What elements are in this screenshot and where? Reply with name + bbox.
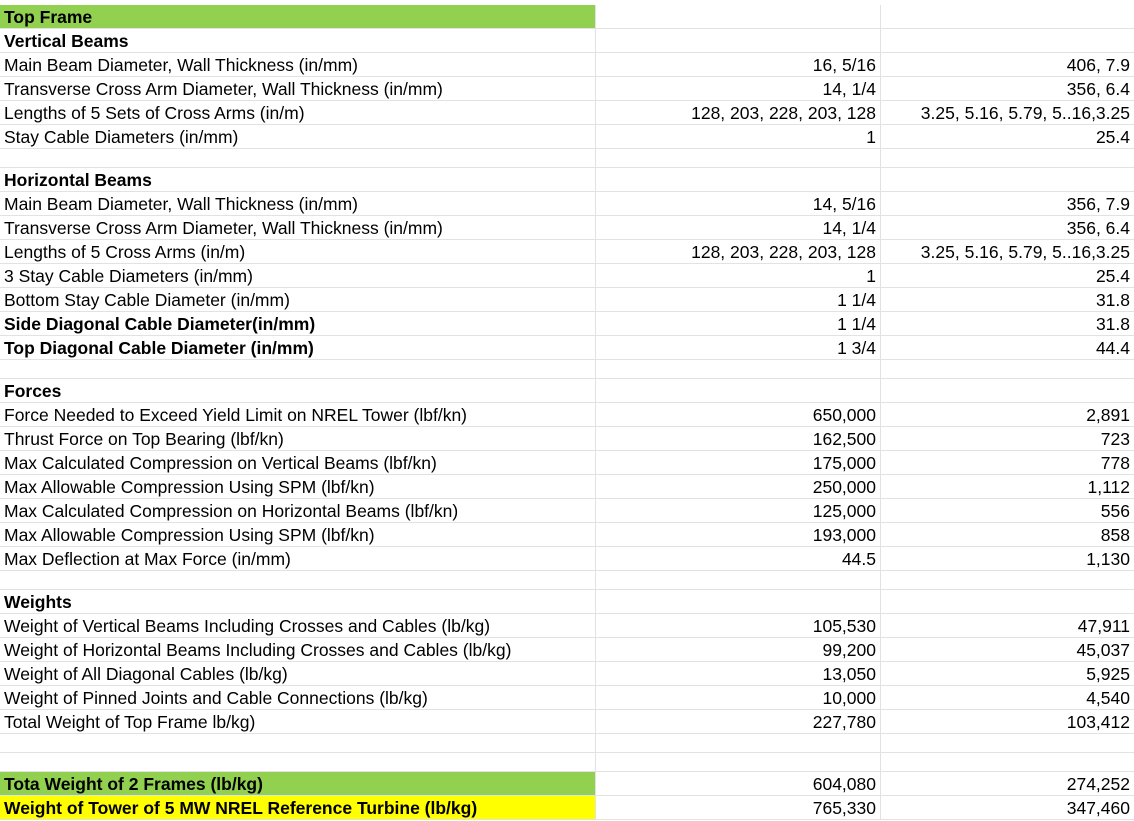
row-label[interactable]: Transverse Cross Arm Diameter, Wall Thickness (in/mm) <box>0 77 596 100</box>
table-row[interactable] <box>0 101 1134 125</box>
imperial-value[interactable]: 99,200 <box>596 638 881 661</box>
metric-value[interactable]: 45,037 <box>1076 640 1130 660</box>
metric-value[interactable]: 25.4 <box>1095 266 1130 286</box>
imperial-value[interactable]: 250,000 <box>596 475 881 498</box>
table-row[interactable] <box>0 475 1134 499</box>
metric-value[interactable]: 1,130 <box>1086 549 1130 569</box>
row-label[interactable]: Weight of Vertical Beams Including Crosses and Cables (lb/kg) <box>0 614 596 637</box>
cell-empty[interactable] <box>881 734 1134 752</box>
table-row[interactable] <box>0 240 1134 264</box>
imperial-value[interactable]: 193,000 <box>596 523 881 546</box>
table-row[interactable] <box>0 312 1134 336</box>
row-label[interactable]: Max Allowable Compression Using SPM (lbf/kn) <box>0 523 596 546</box>
row-label[interactable]: Transverse Cross Arm Diameter, Wall Thickness (in/mm) <box>0 216 596 239</box>
row-label[interactable]: Main Beam Diameter, Wall Thickness (in/mm) <box>0 53 596 76</box>
table-row[interactable] <box>0 77 1134 101</box>
table-row[interactable] <box>0 547 1134 571</box>
imperial-value[interactable]: 650,000 <box>596 403 881 426</box>
row-label[interactable]: Top Diagonal Cable Diameter (in/mm) <box>0 336 596 359</box>
metric-value[interactable]: 347,460 <box>1066 798 1130 818</box>
row-label[interactable]: Max Calculated Compression on Vertical Beams (lbf/kn) <box>0 451 596 474</box>
row-label[interactable]: Force Needed to Exceed Yield Limit on NREL Tower (lbf/kn) <box>0 403 596 426</box>
metric-value[interactable]: 3.25, 5.16, 5.79, 5..16,3.25 <box>920 242 1130 262</box>
metric-value[interactable]: 25.4 <box>1095 127 1130 147</box>
row-label[interactable]: Lengths of 5 Sets of Cross Arms (in/m) <box>0 101 596 124</box>
cell-empty[interactable] <box>596 360 881 378</box>
metric-value[interactable]: 4,540 <box>1086 688 1130 708</box>
row-label[interactable]: Bottom Stay Cable Diameter (in/mm) <box>0 288 596 311</box>
metric-value[interactable]: 406, 7.9 <box>1066 55 1130 75</box>
table-row[interactable] <box>0 216 1134 240</box>
row-label[interactable]: Lengths of 5 Cross Arms (in/m) <box>0 240 596 263</box>
metric-value[interactable]: 556 <box>1100 501 1130 521</box>
metric-value[interactable]: 274,252 <box>1066 774 1130 794</box>
cell-empty[interactable] <box>881 571 1134 589</box>
metric-value[interactable]: 356, 7.9 <box>1066 194 1130 214</box>
cell-empty[interactable] <box>881 360 1134 378</box>
metric-value[interactable]: 103,412 <box>1066 712 1130 732</box>
metric-value[interactable]: 858 <box>1100 525 1130 545</box>
imperial-value[interactable]: 16, 5/16 <box>596 53 881 76</box>
table-row[interactable] <box>0 264 1134 288</box>
table-row[interactable] <box>0 686 1134 710</box>
table-row[interactable] <box>0 336 1134 360</box>
table-row[interactable] <box>0 288 1134 312</box>
imperial-value[interactable]: 10,000 <box>596 686 881 709</box>
cell-empty[interactable] <box>881 379 1134 402</box>
imperial-value[interactable]: 1 1/4 <box>596 312 881 335</box>
table-row[interactable] <box>0 638 1134 662</box>
cell-empty[interactable] <box>881 753 1134 771</box>
metric-value[interactable]: 2,891 <box>1086 405 1130 425</box>
metric-value[interactable]: 723 <box>1100 429 1130 449</box>
table-row[interactable] <box>0 772 1134 796</box>
imperial-value[interactable]: 175,000 <box>596 451 881 474</box>
cell-empty[interactable] <box>596 168 881 191</box>
table-row[interactable] <box>0 523 1134 547</box>
table-row[interactable] <box>0 427 1134 451</box>
table-row[interactable] <box>0 168 1134 192</box>
row-label[interactable]: Weight of Pinned Joints and Cable Connections (lb/kg) <box>0 686 596 709</box>
table-row[interactable] <box>0 796 1134 820</box>
imperial-value[interactable]: 765,330 <box>596 796 881 819</box>
imperial-value[interactable]: 128, 203, 228, 203, 128 <box>596 240 881 263</box>
total-two-frames-label[interactable]: Tota Weight of 2 Frames (lb/kg) <box>0 772 596 795</box>
cell-empty[interactable] <box>596 753 881 771</box>
metric-value[interactable]: 47,911 <box>1077 616 1130 636</box>
metric-value[interactable]: 31.8 <box>1095 314 1130 334</box>
imperial-value[interactable]: 604,080 <box>596 772 881 795</box>
row-label[interactable]: Max Deflection at Max Force (in/mm) <box>0 547 596 570</box>
imperial-value[interactable]: 105,530 <box>596 614 881 637</box>
top-frame-title[interactable]: Top Frame <box>0 5 596 28</box>
imperial-value[interactable]: 128, 203, 228, 203, 128 <box>596 101 881 124</box>
imperial-value[interactable]: 14, 1/4 <box>596 216 881 239</box>
table-row[interactable] <box>0 5 1134 29</box>
nrel-tower-weight-label[interactable]: Weight of Tower of 5 MW NREL Reference Turbine (lb/kg) <box>0 796 596 819</box>
section-heading-vertical[interactable]: Vertical Beams <box>0 29 596 52</box>
cell-empty[interactable] <box>596 5 881 28</box>
table-row[interactable] <box>0 53 1134 77</box>
imperial-value[interactable]: 1 <box>596 264 881 287</box>
row-label[interactable]: Main Beam Diameter, Wall Thickness (in/mm) <box>0 192 596 215</box>
row-label[interactable]: Thrust Force on Top Bearing (lbf/kn) <box>0 427 596 450</box>
imperial-value[interactable]: 1 <box>596 125 881 148</box>
metric-value[interactable]: 44.4 <box>1095 338 1130 358</box>
table-row[interactable] <box>0 451 1134 475</box>
table-row[interactable] <box>0 590 1134 614</box>
section-heading-weights[interactable]: Weights <box>0 590 596 613</box>
imperial-value[interactable]: 14, 5/16 <box>596 192 881 215</box>
imperial-value[interactable]: 227,780 <box>596 710 881 733</box>
row-label[interactable]: Weight of Horizontal Beams Including Crosses and Cables (lb/kg) <box>0 638 596 661</box>
metric-value[interactable]: 1,112 <box>1087 477 1130 497</box>
cell-empty[interactable] <box>596 590 881 613</box>
row-label[interactable]: Weight of All Diagonal Cables (lb/kg) <box>0 662 596 685</box>
cell-empty[interactable] <box>0 149 596 167</box>
imperial-value[interactable]: 14, 1/4 <box>596 77 881 100</box>
cell-empty[interactable] <box>0 360 596 378</box>
table-row[interactable] <box>0 379 1134 403</box>
section-heading-forces[interactable]: Forces <box>0 379 596 402</box>
imperial-value[interactable]: 1 3/4 <box>596 336 881 359</box>
section-heading-horizontal[interactable]: Horizontal Beams <box>0 168 596 191</box>
cell-empty[interactable] <box>596 29 881 52</box>
row-label[interactable]: 3 Stay Cable Diameters (in/mm) <box>0 264 596 287</box>
imperial-value[interactable]: 44.5 <box>596 547 881 570</box>
table-row[interactable] <box>0 499 1134 523</box>
row-label[interactable]: Total Weight of Top Frame lb/kg) <box>0 710 596 733</box>
cell-empty[interactable] <box>0 734 596 752</box>
row-label[interactable]: Max Calculated Compression on Horizontal Beams (lbf/kn) <box>0 499 596 522</box>
cell-empty[interactable] <box>881 590 1134 613</box>
cell-empty[interactable] <box>881 168 1134 191</box>
metric-value[interactable]: 31.8 <box>1095 290 1130 310</box>
cell-empty[interactable] <box>0 571 596 589</box>
cell-empty[interactable] <box>881 29 1134 52</box>
row-label[interactable]: Max Allowable Compression Using SPM (lbf/kn) <box>0 475 596 498</box>
table-row-empty[interactable] <box>0 571 1134 590</box>
metric-value[interactable]: 356, 6.4 <box>1066 79 1130 99</box>
metric-value[interactable]: 356, 6.4 <box>1066 218 1130 238</box>
table-row[interactable] <box>0 192 1134 216</box>
cell-empty[interactable] <box>596 571 881 589</box>
table-row-empty[interactable] <box>0 360 1134 379</box>
row-label[interactable]: Stay Cable Diameters (in/mm) <box>0 125 596 148</box>
cell-empty[interactable] <box>881 5 1134 28</box>
table-row[interactable] <box>0 710 1134 734</box>
table-row[interactable] <box>0 125 1134 149</box>
cell-empty[interactable] <box>596 379 881 402</box>
row-label[interactable]: Side Diagonal Cable Diameter(in/mm) <box>0 312 596 335</box>
table-row-empty[interactable] <box>0 753 1134 772</box>
imperial-value[interactable]: 162,500 <box>596 427 881 450</box>
metric-value[interactable]: 778 <box>1100 453 1130 473</box>
metric-value[interactable]: 3.25, 5.16, 5.79, 5..16,3.25 <box>920 103 1130 123</box>
imperial-value[interactable]: 125,000 <box>596 499 881 522</box>
metric-value[interactable]: 5,925 <box>1086 664 1130 684</box>
cell-empty[interactable] <box>0 753 596 771</box>
table-row-empty[interactable] <box>0 149 1134 168</box>
cell-empty[interactable] <box>596 149 881 167</box>
cell-empty[interactable] <box>596 734 881 752</box>
cell-empty[interactable] <box>881 149 1134 167</box>
table-row-empty[interactable] <box>0 734 1134 753</box>
table-row[interactable] <box>0 403 1134 427</box>
table-row[interactable] <box>0 614 1134 638</box>
table-row[interactable] <box>0 662 1134 686</box>
imperial-value[interactable]: 1 1/4 <box>596 288 881 311</box>
imperial-value[interactable]: 13,050 <box>596 662 881 685</box>
table-row[interactable] <box>0 29 1134 53</box>
